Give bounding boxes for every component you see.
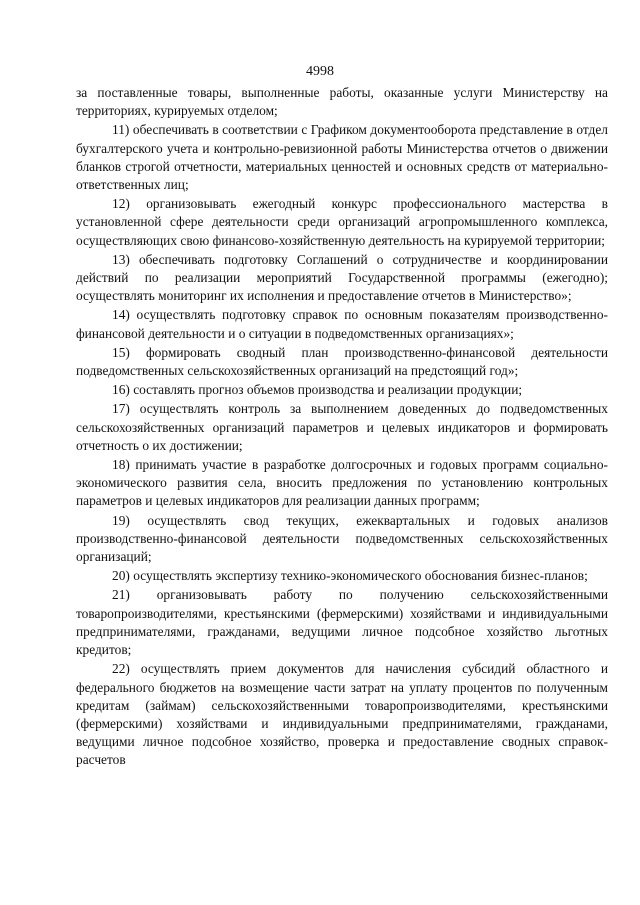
paragraph-item-20: 20) осуществлять экспертизу технико-экономического обоснования бизнес-планов; (112, 568, 588, 584)
paragraph-item-19: 19) осуществлять свод текущих, ежеквартальных и годовых анализов производственно-финансовой деятельности подведомственных сельскохозяйственных организаций; (76, 512, 608, 565)
paragraph-item-17: 17) осуществлять контроль за выполнением доведенных до подведомственных сельскохозяйственных организаций параметров и целевых индикаторов и формировать отчетность о их достижении; (76, 401, 608, 453)
paragraph-item-15: 15) формировать сводный план производственно-финансовой деятельности подведомственных сельскохозяйственных организаций на предстоящий год»; (76, 344, 608, 379)
paragraph-item-22: 22) осуществлять прием документов для начисления субсидий областного и федерального бюджетов на возмещение части затрат на уплату процентов по полученным кредитам (займам) сельскохозяйственными товаропроизводителями, крестьянскими (фермерскими) хозяйствами и индивидуальными предпринимателями, гражданами, ведущими личное подсобное хозяйство, проверка и предоставление сводных справок-расчетов (76, 661, 608, 768)
paragraph-item-14: 14) осуществлять подготовку справок по основным показателям производственно-финансовой деятельности и о ситуации в подведомственных организациях»; (76, 307, 608, 341)
paragraph-item-12: 12) организовывать ежегодный конкурс профессионального мастерства в установленной сфере деятельности среди организаций агропромышленного комплекса, осуществляющих свою финансово-хозяйственную деятельность на курируемой территории; (76, 196, 608, 248)
paragraph-item-13: 13) обеспечивать подготовку Соглашений о сотрудничестве и координировании действий по реализации мероприятий Государственной программы (ежегодно); осуществлять мониторинг их исполнения и предоставление отчетов в Министерство»; (76, 251, 608, 304)
paragraph-item-16: 16) составлять прогноз объемов производства и реализации продукции; (112, 382, 523, 398)
paragraph-item-21: 21) организовывать работу по получению сельскохозяйственными товаропроизводителями, крестьянскими (фермерскими) хозяйствами и индивидуальными предпринимателями, гражданами, ведущими личное подсобное хозяйство льготных кредитов; (76, 587, 608, 658)
document-body (76, 84, 608, 771)
page-number: 4998 (306, 64, 334, 79)
paragraph-item-11: 11) обеспечивать в соответствии с Графиком документооборота представление в отдел бухгалтерского учета и контрольно-ревизионной работы Министерства отчетов о движении бланков строгой отчетности, материальных ценностей и основных средств от материально-ответственных лиц; (76, 122, 608, 193)
paragraph-item-18: 18) принимать участие в разработке долгосрочных и годовых программ социально-экономического развития села, вносить предложения по установлению контрольных параметров и целевых индикаторов для реализации данных программ; (76, 457, 608, 509)
paragraph-continuation: за поставленные товары, выполненные работы, оказанные услуги Министерству на территориях, курируемых отделом; (76, 85, 608, 119)
